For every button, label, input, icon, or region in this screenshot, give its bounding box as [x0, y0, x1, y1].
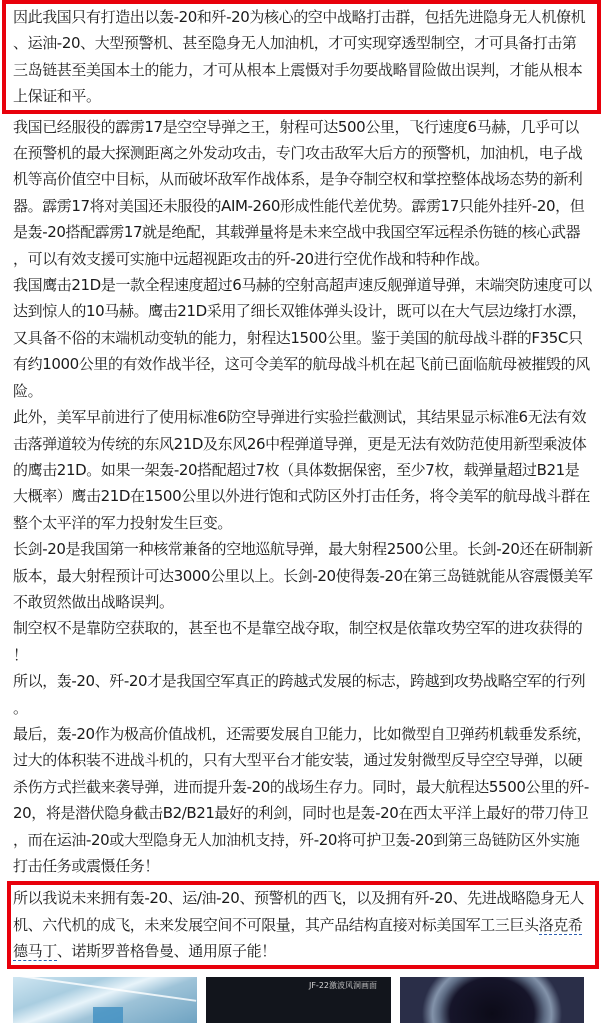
paragraph-8: 最后，轰-20作为极高价值战机，还需要发展自卫能力，比如微型自卫弹药机载垂发系统，过大的体积装不进战斗机的，只有大型平台才能安装，通过发射微型反导空空导弹，以硬杀伤方式拦截来袭导弹，进而提升轰-20的战场生存力。同时，最大航程达5500公里的歼-20，将是潜伏隐身截击B2/B21最好的利剑，同时也是轰-20在西太平洋上最好的带刀侍卫，而在运油-20或大型隐身无人加油机支持，歼-20将可护卫轰-20到第三岛链防区外实施打击任务或震慑任务！ — [13, 724, 592, 875]
image-caption: JF-22激波风洞画面 — [308, 980, 377, 990]
image-thumbnail-row — [0, 977, 605, 1023]
highlight-box-top — [2, 0, 601, 114]
paragraph-final-text-before: 所以我说未来拥有轰-20、运/油-20、预警机的西飞，以及拥有歼-20、先进战略隐身无人机、六代机的成飞，未来发展空间不可限量，其产品结构直接对标美国军工三巨头 — [13, 889, 584, 934]
paragraph-4: 此外，美军早前进行了使用标准6防空导弹进行实验拦截测试，其结果显示标准6无法有效击落弹道较为传统的东风21D及东风26中程弹道导弹，更是无法有效防范使用新型乘波体的鹰击21D。如果一架轰-20搭配超过7枚（具体数据保密，至少7枚，载弹量超过B21是大概率）鹰击21D在1500公里以外进行饱和式防区外打击任务，将令美军的航母战斗群在整个太平洋的军力投射发生巨变。 — [13, 408, 591, 532]
paragraph-1: 因此我国只有打造出以轰-20和歼-20为核心的空中战略打击群，包括先进隐身无人机僚机、运油-20、大型预警机、甚至隐身无人加油机，才可实现穿透型制空，才可具备打击第三岛链甚至美国本土的能力，才可从根本上震慑对手勿要战略冒险做出误判，才能从根本上保证和平。 — [13, 8, 586, 106]
image-thumbnail-hangar[interactable] — [13, 977, 197, 1023]
paragraph-3: 我国鹰击21D是一款全程速度超过6马赫的空射高超声速反舰弹道导弹，末端突防速度可以达到惊人的10马赫。鹰击21D采用了细长双锥体弹头设计，既可以在大气层边缘打水漂，又具备不俗的末端机动变轨的能力，射程达1500公里。鉴于美国的航母战斗群的F35C只有约1000公里的有效作战半径，这可令美军的航母战斗机在起飞前已面临航母被摧毁的风险。 — [13, 276, 592, 400]
image-thumbnail-wind-tunnel[interactable] — [206, 977, 391, 1023]
paragraph-final — [11, 885, 595, 964]
image-thumbnail-tunnel-nozzle[interactable] — [400, 977, 584, 1023]
keyword-link-lockheed-martin[interactable]: 洛克希德马丁 — [13, 915, 583, 961]
paragraph-5: 长剑-20是我国第一种核常兼备的空地巡航导弹，最大射程2500公里。长剑-20还在研制新版本，最大射程预计可达3000公里以上。长剑-20使得轰-20在第三岛链就能从容震慑美军不敢贸然做出战略误判。 — [13, 540, 593, 611]
paragraph-6: 制空权不是靠防空获取的，甚至也不是靠空战夺取，制空权是依靠攻势空军的进攻获得的！ — [13, 619, 583, 664]
paragraph-2: 我国已经服役的霹雳17是空空导弹之王，射程可达500公里，飞行速度6马赫，几乎可以在预警机的最大探测距离之外发动攻击，专门攻击敌军大后方的预警机，加油机，电子战机等高价值空中目标，从而破坏敌军作战体系，是争夺制空权和掌控整体战场态势的新利器。霹雳17将对美国还未服役的AIM-260形成性能代差优势。霹雳17只能外挂歼-20，但是轰-20搭配霹雳17就是绝配，其载弹量将是未来空战中我国空军远程杀伤链的核心武器，可以有效支援可实施中远超视距攻击的歼-20进行空优作战和特种作战。 — [13, 117, 585, 268]
highlight-box-bottom — [7, 881, 599, 968]
paragraph-7: 所以，轰-20、歼-20才是我国空军真正的跨越式发展的标志，跨越到攻势战略空军的行列。 — [13, 672, 586, 717]
paragraph-final-text-after: 、诺斯罗普格鲁曼、通用原子能！ — [56, 942, 276, 961]
